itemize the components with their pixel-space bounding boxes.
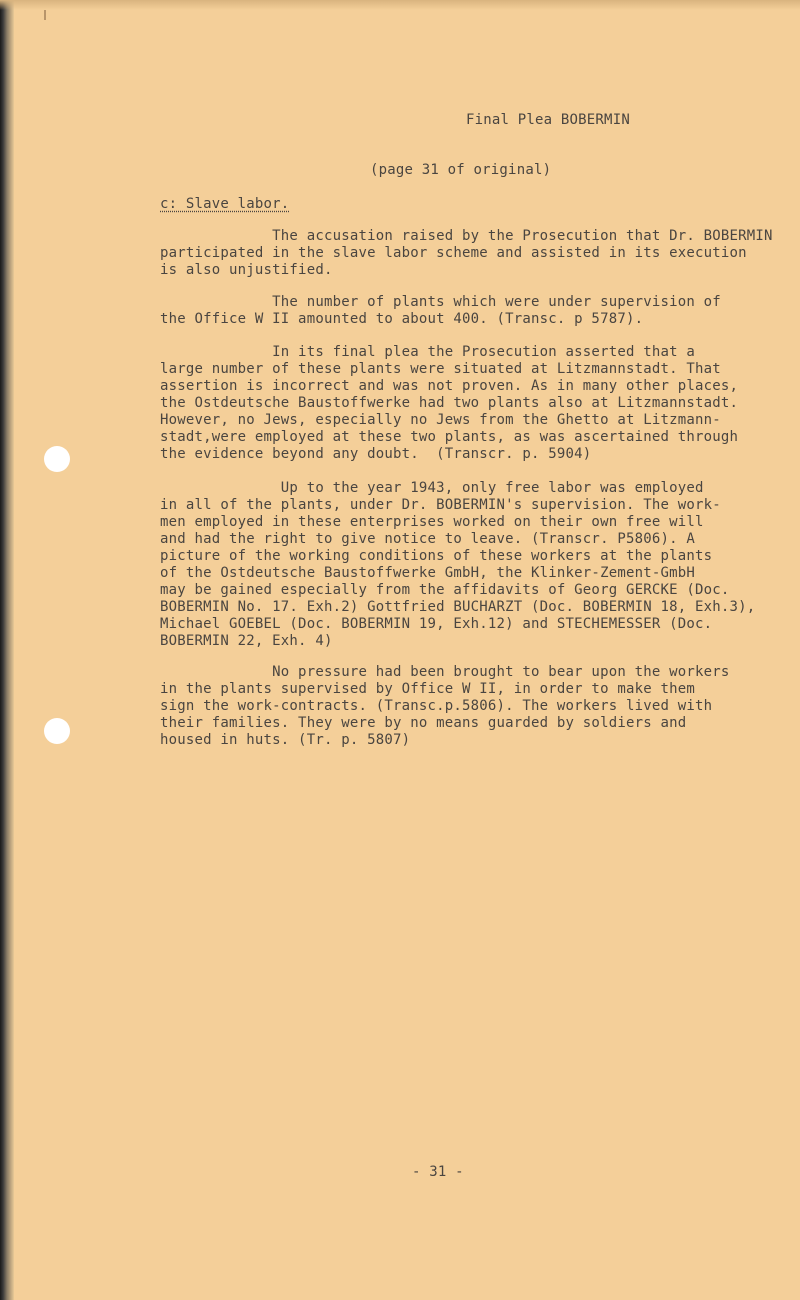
- page-binding-edge: [0, 0, 14, 1300]
- paragraph-line: their families. They were by no means guarded by soldiers and: [160, 715, 687, 731]
- paragraph-line: participated in the slave labor scheme and assisted in its execution: [160, 245, 747, 261]
- paragraph-line: sign the work-contracts. (Transc.p.5806). The workers lived with: [160, 698, 713, 714]
- paragraph-line: the evidence beyond any doubt. (Transcr. p. 5904): [160, 446, 592, 462]
- paragraph-line: of the Ostdeutsche Baustoffwerke GmbH, the Klinker-Zement-GmbH: [160, 565, 695, 581]
- paragraph-line: The number of plants which were under supervision of: [160, 294, 721, 310]
- paragraph-line: BOBERMIN 22, Exh. 4): [160, 633, 333, 649]
- paragraph-line: and had the right to give notice to leave. (Transcr. P5806). A: [160, 531, 695, 547]
- paragraph-line: in all of the plants, under Dr. BOBERMIN's supervision. The work-: [160, 497, 721, 513]
- paragraph: [160, 228, 773, 279]
- punch-hole-icon: [44, 446, 70, 472]
- paragraph: [160, 344, 738, 463]
- paragraph-line: the Ostdeutsche Baustoffwerke had two plants also at Litzmannstadt.: [160, 395, 739, 411]
- section-title: c: Slave labor.: [160, 196, 290, 212]
- paragraph-line: the Office W II amounted to about 400. (Transc. p 5787).: [160, 311, 644, 327]
- paragraph-line: BOBERMIN No. 17. Exh.2) Gottfried BUCHARZT (Doc. BOBERMIN 18, Exh.3),: [160, 599, 756, 615]
- paragraph-line: stadt,were employed at these two plants, as was ascertained through: [160, 429, 739, 445]
- paragraph: [160, 664, 730, 749]
- paragraph-line: housed in huts. (Tr. p. 5807): [160, 732, 411, 748]
- paragraph-line: Up to the year 1943, only free labor was employed: [160, 480, 704, 496]
- punch-hole-icon: [44, 718, 70, 744]
- paragraph-line: picture of the working conditions of these workers at the plants: [160, 548, 713, 564]
- paragraph-line: In its final plea the Prosecution asserted that a: [160, 344, 695, 360]
- page-number: - 31 -: [412, 1164, 464, 1180]
- paragraph-line: is also unjustified.: [160, 262, 333, 278]
- paragraph: [160, 294, 721, 328]
- paragraph-line: No pressure had been brought to bear upon the workers: [160, 664, 730, 680]
- paragraph: [160, 480, 755, 650]
- corner-mark: [44, 10, 46, 20]
- paragraph-line: However, no Jews, especially no Jews from the Ghetto at Litzmann-: [160, 412, 721, 428]
- paragraph-line: in the plants supervised by Office W II, in order to make them: [160, 681, 695, 697]
- paragraph-line: The accusation raised by the Prosecution that Dr. BOBERMIN: [160, 228, 773, 244]
- paragraph-line: large number of these plants were situated at Litzmannstadt. That: [160, 361, 721, 377]
- paragraph-line: may be gained especially from the affidavits of Georg GERCKE (Doc.: [160, 582, 730, 598]
- page-top-shadow: [0, 0, 800, 10]
- paragraph-line: men employed in these enterprises worked on their own free will: [160, 514, 704, 530]
- paragraph-line: Michael GOEBEL (Doc. BOBERMIN 19, Exh.12) and STECHEMESSER (Doc.: [160, 616, 713, 632]
- running-header: Final Plea BOBERMIN: [466, 112, 630, 128]
- original-page-reference: (page 31 of original): [370, 162, 552, 178]
- paragraph-line: assertion is incorrect and was not proven. As in many other places,: [160, 378, 739, 394]
